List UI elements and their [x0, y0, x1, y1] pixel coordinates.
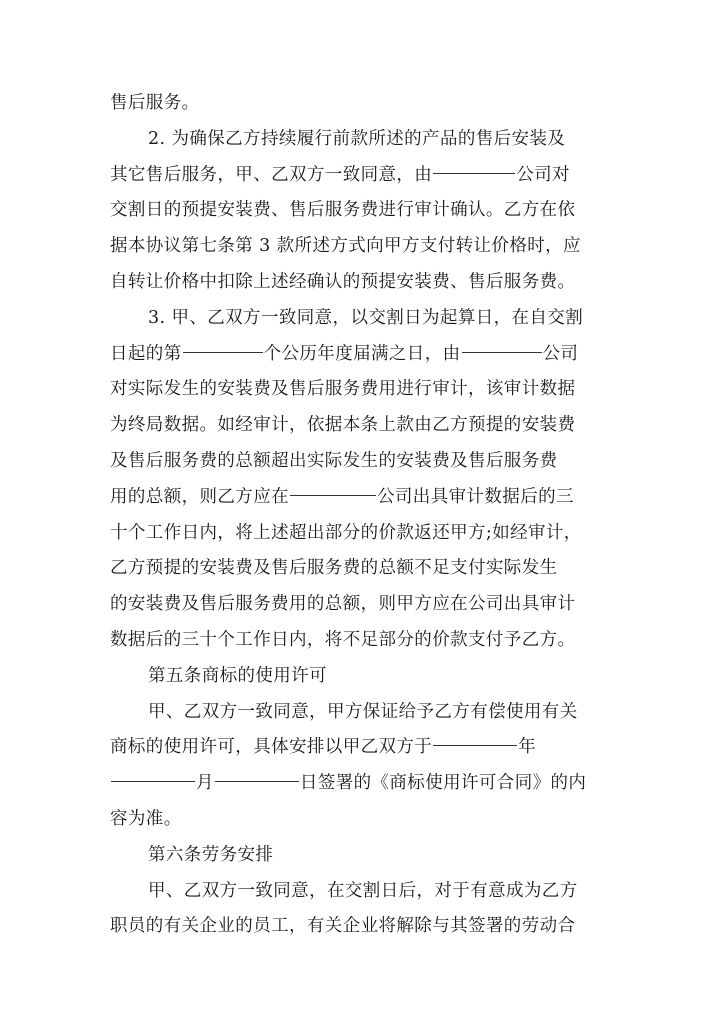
text: 甲、乙双方一致同意，甲方保证给予乙方有偿使用有关	[148, 701, 578, 722]
text: 职员的有关企业的员工，有关企业将解除与其签署的劳动合	[110, 916, 576, 937]
paragraph-line	[110, 122, 620, 158]
text: 及售后服务费的总额超出实际发生的安装费及售后服务费	[110, 450, 558, 471]
paragraph-line	[110, 193, 620, 229]
paragraph-line	[110, 229, 620, 265]
text: 月	[196, 773, 214, 794]
paragraph-line	[110, 909, 620, 945]
text: 其它售后服务，甲、乙双方一致同意，由	[110, 164, 433, 185]
fill-in-blank	[462, 351, 542, 353]
paragraph-line	[110, 766, 620, 802]
paragraph-line	[110, 802, 620, 838]
text: 数据后的三十个工作日内，将不足部分的价款支付予乙方。	[110, 629, 576, 650]
paragraph-line	[110, 301, 620, 337]
fill-in-blank	[433, 744, 517, 746]
paragraph-line	[110, 587, 620, 623]
text: 第六条劳务安排	[148, 844, 274, 865]
text: 第五条商标的使用许可	[148, 665, 327, 686]
text: 3. 甲、乙双方一致同意，以交割日为起算日，在自交割	[148, 307, 584, 328]
fill-in-blank	[111, 780, 195, 782]
paragraph-line	[110, 695, 620, 731]
text: 十个工作日内，将上述超出部分的价款返还甲方;如经审计，	[110, 522, 582, 543]
paragraph-line	[110, 730, 620, 766]
text: 交割日的预提安装费、售后服务费进行审计确认。乙方在依	[110, 200, 576, 221]
text: 售后服务。	[110, 93, 200, 113]
text: 的安装费及售后服务费用的总额，则甲方应在公司出具审计	[110, 594, 576, 615]
fill-in-blank	[290, 494, 376, 496]
paragraph-line	[110, 874, 620, 910]
paragraph-line	[110, 444, 620, 480]
fill-in-blank	[183, 351, 263, 353]
text: 2. 为确保乙方持续履行前款所述的产品的售后安装及	[148, 128, 566, 149]
paragraph-line	[110, 551, 620, 587]
text: 日签署的《商标使用许可合同》的内	[299, 773, 587, 794]
text: 为终局数据。如经审计，依据本条上款由乙方预提的安装费	[110, 415, 576, 436]
document-page	[110, 86, 620, 945]
text: 商标的使用许可，具体安排以甲乙双方于	[110, 737, 433, 758]
text: 年	[518, 737, 537, 758]
text: 对实际发生的安装费及售后服务费用进行审计，该审计数据	[110, 379, 576, 400]
paragraph-line	[110, 623, 620, 659]
text: 公司	[542, 343, 579, 364]
text: 甲、乙双方一致同意，在交割日后，对于有意成为乙方	[148, 880, 578, 901]
paragraph-line	[110, 265, 620, 301]
section-heading	[110, 838, 620, 874]
text: 公司出具审计数据后的三	[377, 486, 574, 507]
fill-in-blank	[433, 172, 515, 174]
paragraph-line	[110, 158, 620, 194]
text: 用的总额，则乙方应在	[110, 486, 289, 507]
text: 个公历年度届满之日，由	[263, 343, 461, 364]
text: 日起的第	[110, 343, 182, 364]
text: 容为准。	[110, 808, 182, 829]
paragraph-line	[110, 372, 620, 408]
fill-in-blank	[215, 780, 299, 782]
text: 乙方预提的安装费及售后服务费的总额不足支付实际发生	[110, 558, 558, 579]
text: 自转让价格中扣除上述经确认的预提安装费、售后服务费。	[110, 271, 576, 292]
section-heading	[110, 659, 620, 695]
text: 据本协议第七条第 3 款所述方式向甲方支付转让价格时，应	[110, 236, 581, 257]
paragraph-line	[110, 337, 620, 373]
paragraph-line	[110, 86, 620, 122]
paragraph-line	[110, 408, 620, 444]
paragraph-line	[110, 480, 620, 516]
paragraph-line	[110, 516, 620, 552]
text: 公司对	[516, 164, 570, 185]
